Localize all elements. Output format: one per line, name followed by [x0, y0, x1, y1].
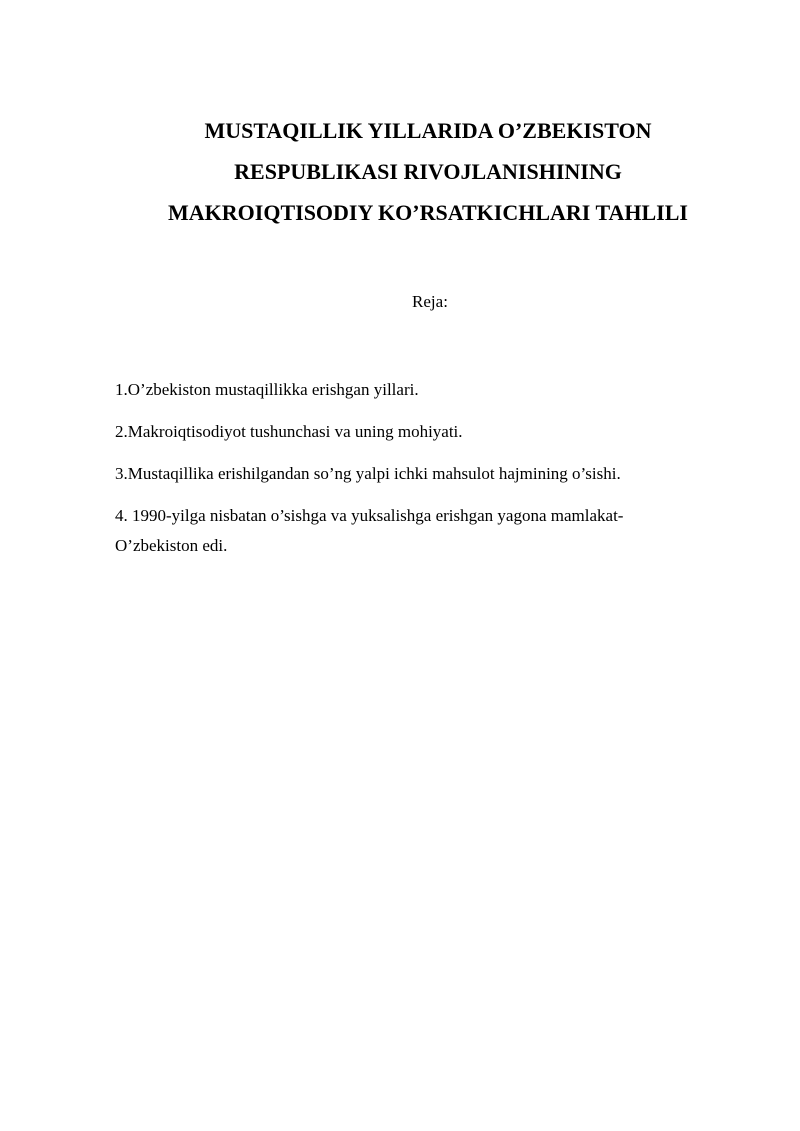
plan-item-1: 1.O’zbekiston mustaqillikka erishgan yillari.: [115, 380, 419, 399]
title-line-3: MAKROIQTISODIY KO’RSATKICHLARI TAHLILI: [168, 200, 688, 225]
plan-heading: Reja:: [412, 292, 448, 311]
title-line-2: RESPUBLIKASI RIVOJLANISHINING: [234, 159, 622, 184]
document-title: [100, 110, 756, 233]
plan-item-4-line-1: 4. 1990-yilga nisbatan o’sishga va yuksalishga erishgan yagona mamlakat-: [115, 506, 624, 525]
plan-item-4: [115, 501, 695, 561]
title-line-1: MUSTAQILLIK YILLARIDA O’ZBEKISTON: [204, 118, 652, 143]
plan-item-3: 3.Mustaqillika erishilgandan so’ng yalpi ichki mahsulot hajmining o’sishi.: [115, 464, 621, 483]
plan-item-2: 2.Makroiqtisodiyot tushunchasi va uning mohiyati.: [115, 422, 463, 441]
plan-item-4-line-2: O’zbekiston edi.: [115, 536, 228, 555]
plan-list: [115, 375, 695, 573]
